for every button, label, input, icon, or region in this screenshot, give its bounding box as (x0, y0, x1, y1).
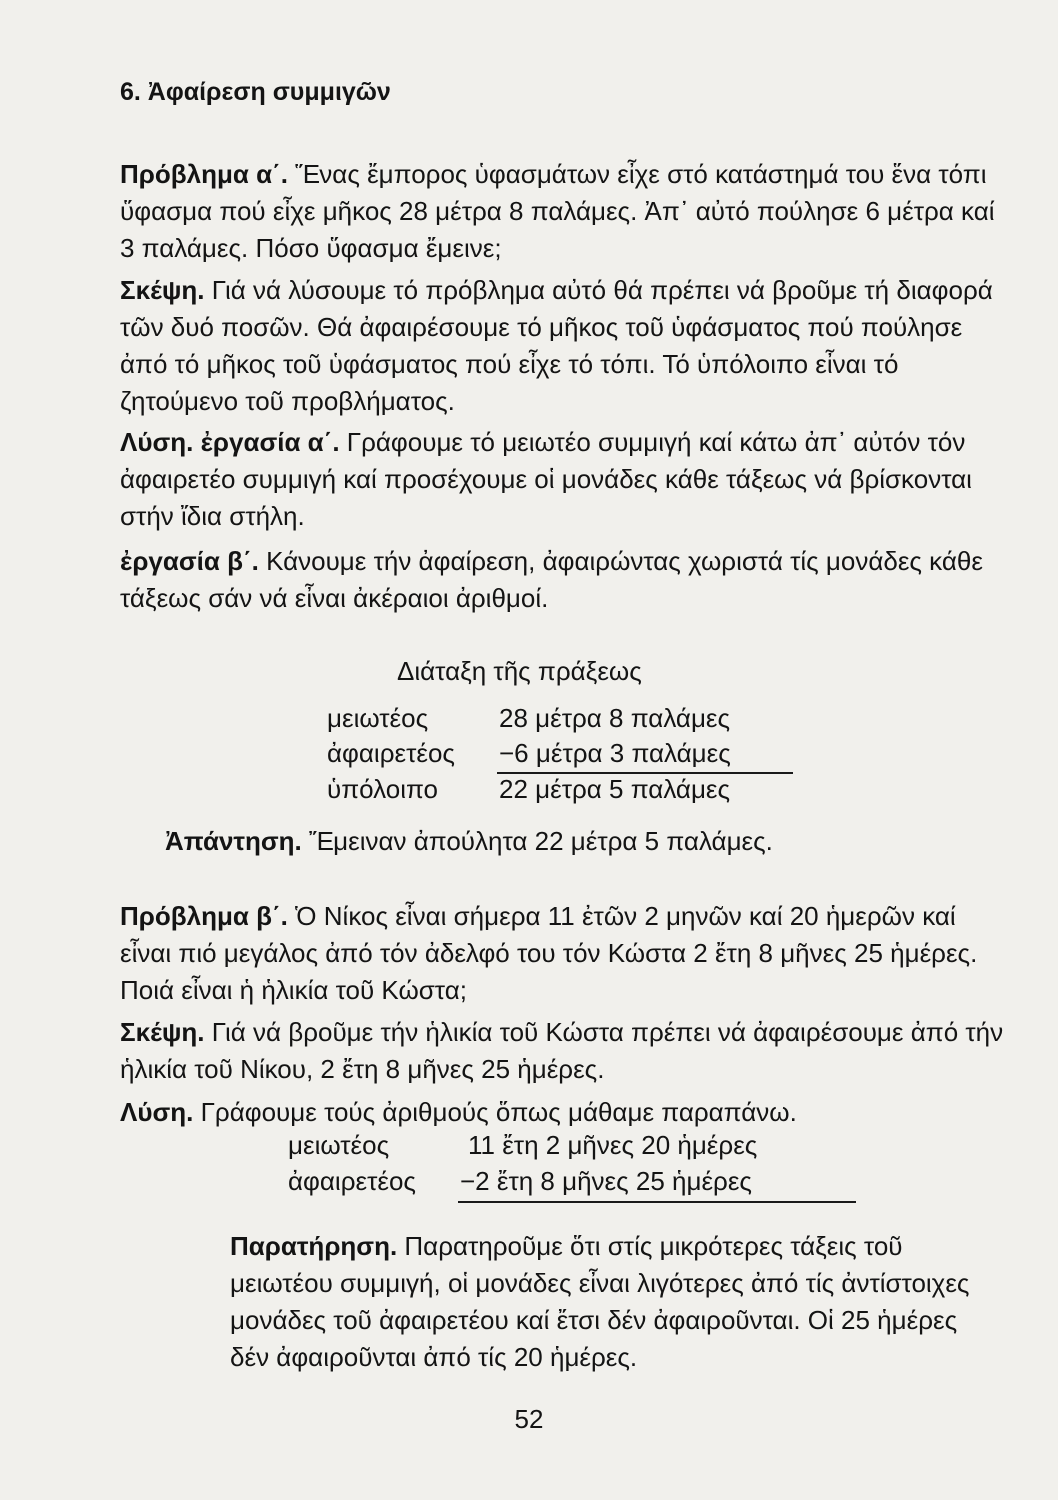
observation-label: Παρατήρηση. (230, 1231, 398, 1261)
solution-b-text: Κάνουμε τήν ἀφαίρεση, ἀφαιρώντας χωριστά τίς μονάδες κάθε τάξεως σάν νά εἶναι ἀκέραιοι ἀριθμοί. (120, 546, 983, 613)
row-value: 11 ἔτη 2 μῆνες 20 ἡμέρες (468, 1130, 758, 1160)
solution-step-a (120, 424, 1006, 535)
row-label: μειωτέος (327, 703, 429, 733)
problem-b-solution (120, 1094, 1006, 1131)
row-label: ἀφαιρετέος (288, 1166, 416, 1196)
solution-a-text: Γράφουμε τό μειωτέο συμμιγή καί κάτω ἀπ᾽ αὐτόν τόν ἀφαιρετέο συμμιγή καί προσέχουμε οἱ μονάδες κάθε τάξεως νά βρίσκονται στήν ἴδια στήλη. (120, 427, 972, 531)
row-value: 28 μέτρα 8 παλάμες (499, 703, 731, 733)
layout-row-subtrahend (327, 738, 731, 769)
row-value: −2 ἔτη 8 μῆνες 25 ἡμέρες (460, 1166, 752, 1196)
answer-label: Ἀπάντηση. (165, 826, 302, 856)
observation-text: Παρατηροῦμε ὅτι στίς μικρότερες τάξεις τοῦ μειωτέου συμμιγή, οἱ μονάδες εἶναι λιγότερες ἀπό τίς ἀντίστοιχες μονάδες τοῦ ἀφαιρετέου καί ἔτσι δέν ἀφαιροῦνται. Οἱ 25 ἡμέρες δέν ἀφαιροῦνται ἀπό τίς 20 ἡμέρες. (230, 1231, 970, 1372)
thought-label: Σκέψη. (120, 1017, 205, 1047)
solution-step-b (120, 543, 1006, 617)
answer-text: Ἔμειναν ἀπούλητα 22 μέτρα 5 παλάμες. (301, 826, 773, 856)
solution-a-label: Λύση. ἐργασία α΄. (120, 427, 340, 457)
thought-label: Σκέψη. (120, 275, 205, 305)
observation (230, 1228, 996, 1376)
problem-b-thought (120, 1014, 1006, 1088)
thought-text: Γιά νά λύσουμε τό πρόβλημα αὐτό θά πρέπει νά βροῦμε τή διαφορά τῶν δυό ποσῶν. Θά ἀφαιρέσουμε τό μῆκος τοῦ ὑφάσματος πού πούλησε ἀπό τό μῆκος τοῦ ὑφάσματος πού εἶχε τό τόπι. Τό ὑπόλοιπο εἶναι τό ζητούμενο τοῦ προβλήματος. (120, 275, 993, 416)
problem-a-label: Πρόβλημα α΄. (120, 159, 288, 189)
row-label: μειωτέος (288, 1130, 390, 1160)
row-value: 22 μέτρα 5 παλάμες (499, 774, 731, 804)
solution-label: Λύση. (120, 1097, 194, 1127)
thought-text: Γιά νά βροῦμε τήν ἡλικία τοῦ Κώστα πρέπει νά ἀφαιρέσουμε ἀπό τήν ἡλικία τοῦ Νίκου, 2 ἔτη 8 μῆνες 25 ἡμέρες. (120, 1017, 1004, 1084)
layout2-row-minuend (288, 1130, 757, 1161)
layout-row-remainder (327, 774, 730, 805)
answer-a (165, 823, 1005, 860)
problem-b (120, 898, 1006, 1009)
layout-row-minuend (327, 703, 730, 734)
problem-a (120, 156, 1006, 267)
page-number: 52 (514, 1404, 544, 1434)
solution-b-label: ἐργασία β΄. (120, 546, 259, 576)
solution-text: Γράφουμε τούς ἀριθμούς ὅπως μάθαμε παραπάνω. (193, 1097, 797, 1127)
layout2-row-subtrahend (288, 1166, 752, 1197)
row-value: −6 μέτρα 3 παλάμες (499, 738, 731, 768)
subtraction-rule-2 (458, 1201, 856, 1203)
problem-b-text: Ὁ Νίκος εἶναι σήμερα 11 ἐτῶν 2 μηνῶν καί 20 ἡμερῶν καί εἶναι πιό μεγάλος ἀπό τόν ἀδελφό του τόν Κώστα 2 ἔτη 8 μῆνες 25 ἡμέρες. Ποιά εἶναι ἡ ἡλικία τοῦ Κώστα; (120, 901, 978, 1005)
section-title: 6. Ἀφαίρεση συμμιγῶν (120, 78, 391, 106)
row-label: ἀφαιρετέος (327, 738, 455, 768)
problem-a-thought (120, 272, 1006, 420)
problem-a-text: Ἕνας ἔμπορος ὑφασμάτων εἶχε στό κατάστημά του ἕνα τόπι ὕφασμα πού εἶχε μῆκος 28 μέτρα 8 παλάμες. Ἀπ᾽ αὐτό πούλησε 6 μέτρα καί 3 παλάμες. Πόσο ὕφασμα ἔμεινε; (120, 159, 995, 263)
operation-layout-title: Διάταξη τῆς πράξεως (397, 656, 642, 686)
row-label: ὑπόλοιπο (327, 774, 438, 804)
problem-b-label: Πρόβλημα β΄. (120, 901, 288, 931)
